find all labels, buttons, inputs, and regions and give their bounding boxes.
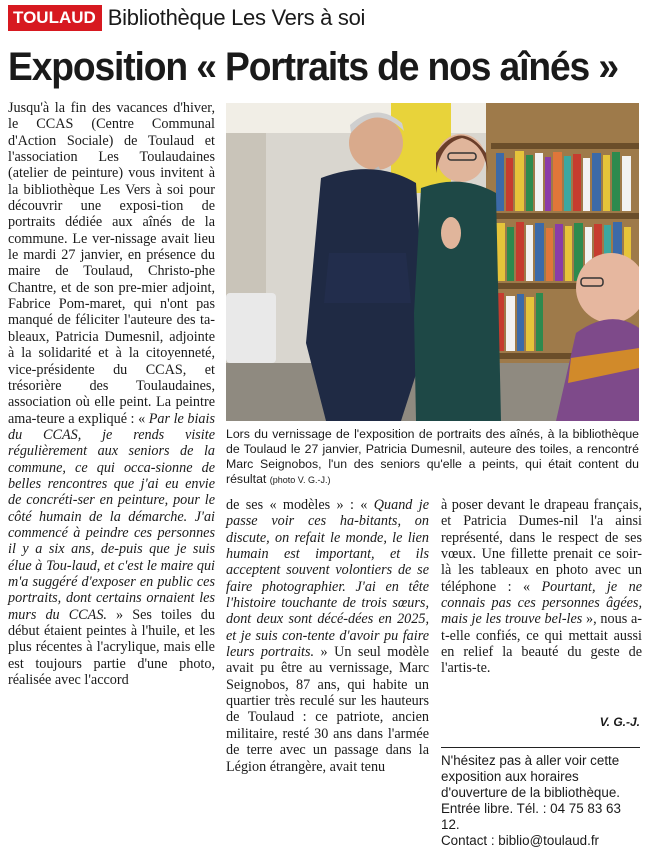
kicker-place: TOULAUD (8, 5, 102, 31)
info-divider (441, 747, 640, 748)
article-headline: Exposition « Portraits de nos aînés » (8, 45, 618, 89)
author-byline: V. G.-J. (599, 715, 640, 729)
body-text: à poser devant le drapeau français, et Patricia Dumes-nil l'a ainsi représenté, dans le respect de ses vœux. Une fillette prenait ce soir-là les tableaux en photo avec un téléphone : « (441, 497, 642, 595)
body-text: », nous a-t-elle confiés, ce qui mettait aussi en relief la beauté du geste de l'artis-te. (441, 611, 643, 677)
article-photo (226, 103, 639, 421)
photo-credit: (photo V. G.-J.) (269, 475, 331, 485)
kicker-title: Bibliothèque Les Vers à soi (107, 5, 366, 30)
photo-illustration (226, 103, 639, 421)
quote-text: Pourtant, je ne connais pas ces personnes âgées, mais je les trouve bel-les (441, 578, 642, 628)
body-text: de ses « modèles » : « (226, 497, 374, 513)
article-column-3 (441, 497, 642, 677)
quote-text: Quand je passe voir ces ha-bitants, on discute, on refait le monde, le lien humain est important, et ils acceptent souvent volontiers de se faire photographier. J'ai en tête l'histoire touchante de trois sœurs, dont deux sont décé-dées en 2025, et je suis con-tente d'avoir pu faire leurs portraits. (226, 497, 429, 661)
quote-text: Par le biais du CCAS, je rends visite régulièrement aux seniors de la commune, ce qui occa-sionne de belles rencontres que j'ai eu envie de concréti-ser en peinture, pour le côté humain de la démarche. J'ai commencé à peindre ces personnes il y a six ans, de-puis que je suis élue à Tou-laud, et c'est le maire qui m'a suggéré d'exposer en public ces portraits, dont certains ornaient les murs du CCAS. (8, 410, 215, 623)
info-box (441, 753, 640, 849)
caption-text: Lors du vernissage de l'exposition de portraits des aînés, à la bibliothèque de Toulaud le 27 janvier, Patricia Dumesnil, auteure des toiles, a rencontré Marc Seignobos, l'un des seniors qu'elle a peints, qui était content du résultat (226, 427, 639, 486)
info-text: N'hésitez pas à aller voir cette exposition aux horaires d'ouverture de la bibliothèque. (441, 753, 620, 800)
photo-caption (226, 427, 639, 488)
section-kicker (8, 5, 648, 35)
body-text: » Un seul modèle avait pu être au vernissage, Marc Seignobos, 87 ans, qui habite un quartier très reculé sur les hauteurs de Toulaud : ce patriote, ancien militaire, resté 30 ans dans l'armée de terre avec un passage dans la Légion étrangère, avait tenu (226, 644, 430, 775)
article-column-2 (226, 497, 429, 775)
info-contact: Entrée libre. Tél. : 04 75 83 63 12. Contact : biblio@toulaud.fr (441, 801, 621, 848)
body-text: Jusqu'à la fin des vacances d'hiver, le CCAS (Centre Communal d'Action Sociale) de Toulaud et l'association Les Toulaudaines (atelier de peinture) vous invitent à la bibliothèque Les Vers à soi pour découvrir une exposi-tion de portraits dédiée aux aînés de la commune. Le ver-nissage avait lieu le mardi 27 janvier, en présence du maire de Toulaud, Christo-phe Chantre, et de son pre-mier adjoint, Fabrice Pom-maret, qui n'ont pas manqué de féliciter l'auteure des ta-bleaux, Patricia Dumesnil, adjointe à la solidarité et à la citoyenneté, vice-présidente du CCAS, et trésorière des Toulaudaines, association où elle peint. La peintre ama-teure a expliqué : « (8, 100, 215, 427)
article-column-1 (8, 100, 215, 688)
body-text: » Ses toiles du début étaient peintes à l'huile, et les plus récentes à l'acrylique, mais elle est toujours partie d'une photo, réalisée avec l'accord (8, 606, 215, 689)
